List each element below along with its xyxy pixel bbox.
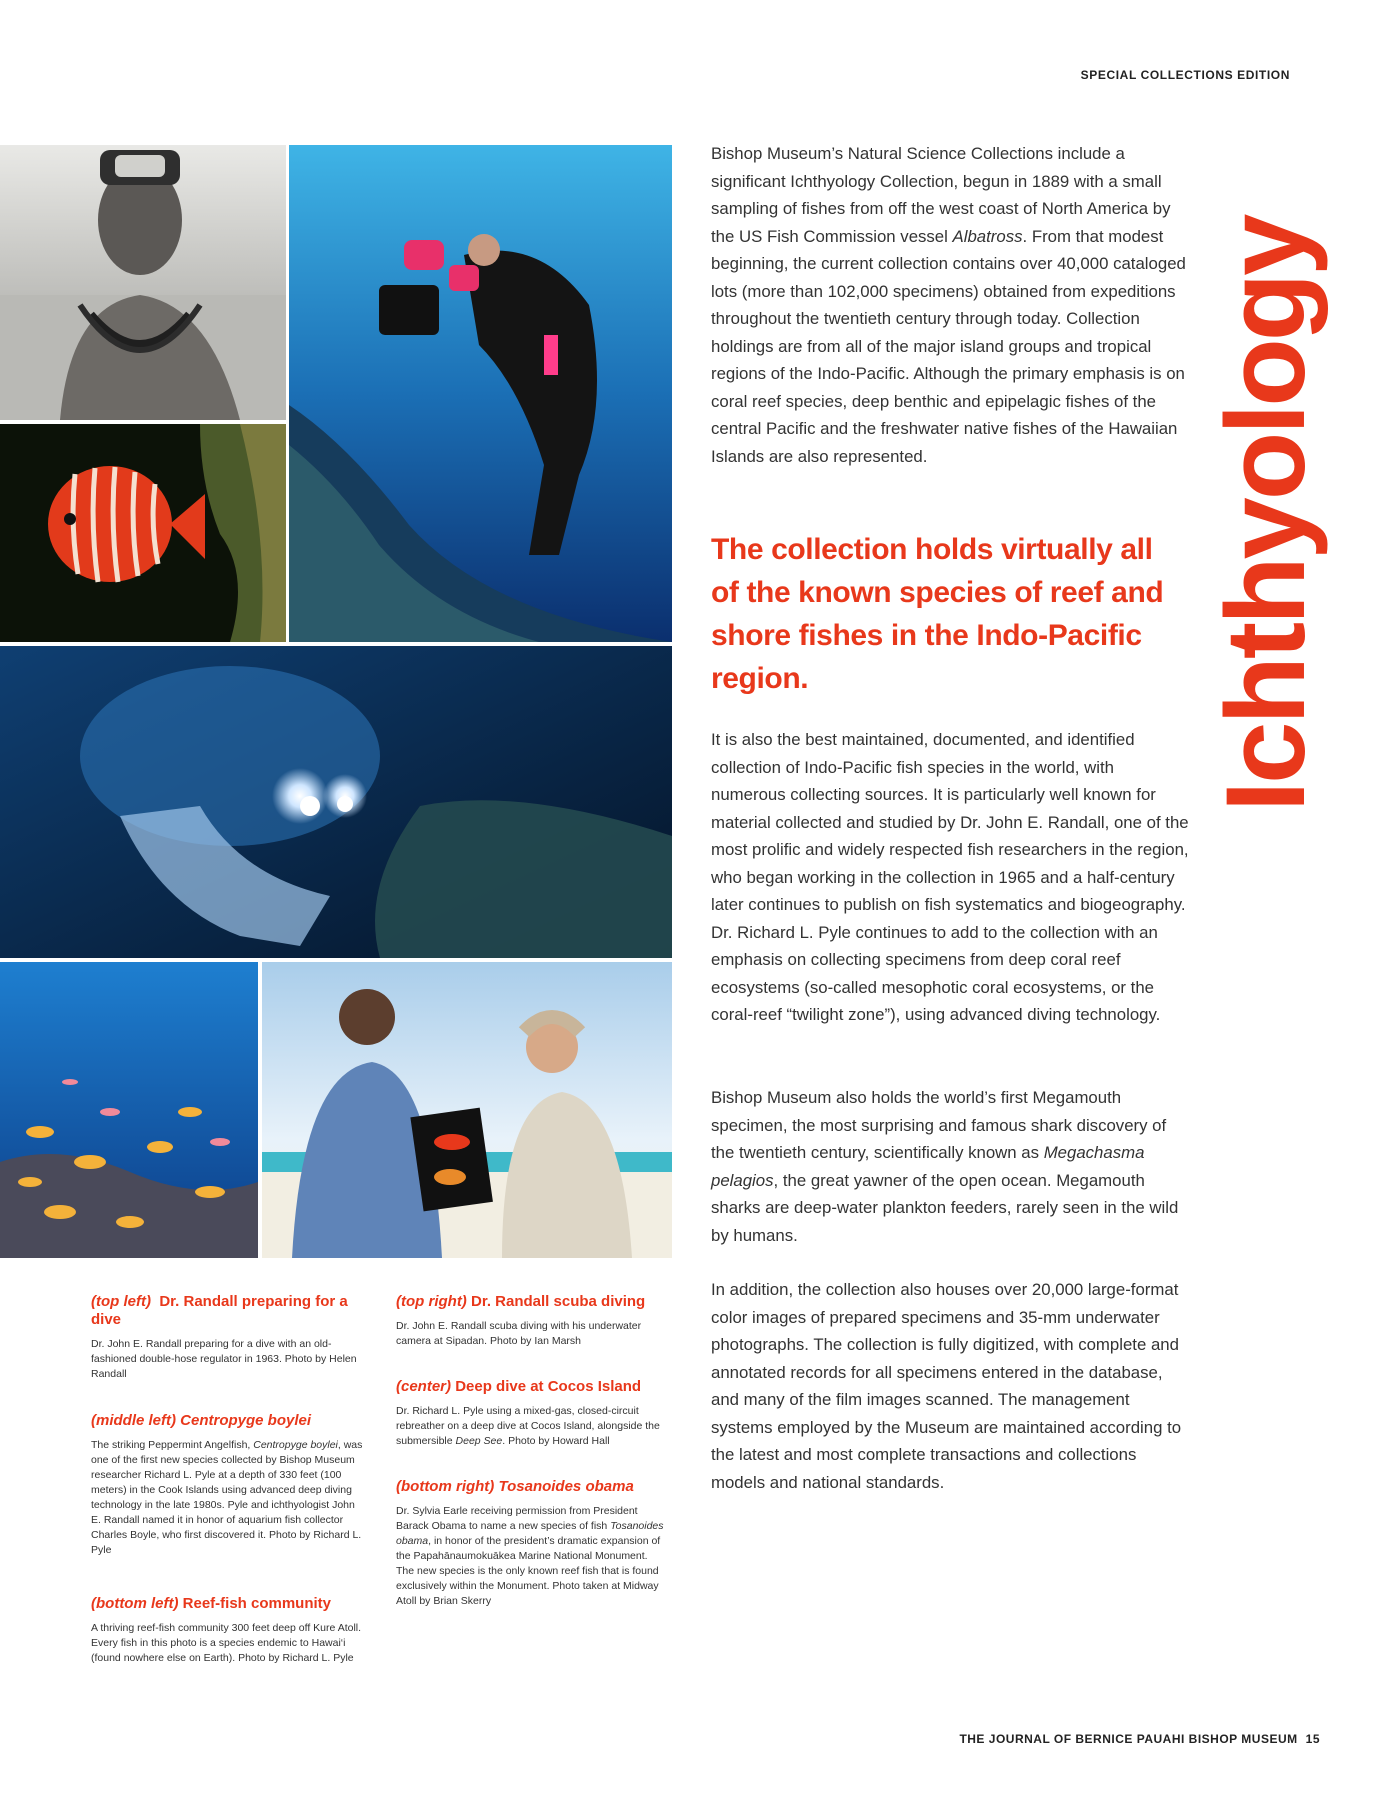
intro-paragraph: Bishop Museum’s Natural Science Collections include a significant Ichthyology Collection, begun in 1889 with a small sampling of fishes from off the west coast of North America by the US Fish Commission vessel Albatross. From that modest beginning, the current collection contains over 40,000 cataloged lots (more than 102,000 specimens) obtained from expeditions throughout the twentieth century through today. Collection holdings are from all of the major island groups and tropical regions of the Indo-Pacific. Although the primary emphasis is on coral reef species, deep benthic and epipelagic fishes of the central Pacific and the freshwater native fishes of the Hawaiian Islands are also represented.	[711, 144, 1186, 466]
page-footer	[951, 1732, 1320, 1746]
caption-top-left: (top left) Dr. Randall preparing for a dive Dr. John E. Randall preparing for a dive with an old-fashioned double-hose regulator in 1963. Photo by Helen Randall	[91, 1293, 363, 1382]
page-number: 15	[1305, 1732, 1320, 1746]
photo-submersible	[0, 646, 672, 958]
body-paragraph-3: Bishop Museum also holds the world’s first Megamouth specimen, the most surprising and famous shark discovery of the twentieth century, scientifically known as Megachasma pelagios, the great yawner of the open ocean. Megamouth sharks are deep-water plankton feeders, rarely seen in the wild by humans.	[711, 1088, 1179, 1245]
edition-label: SPECIAL COLLECTIONS EDITION	[1080, 68, 1290, 82]
journal-name: THE JOURNAL OF BERNICE PAUAHI BISHOP MUSEUM	[959, 1732, 1298, 1746]
caption-text: The striking Peppermint Angelfish, Centropyge boylei, was one of the first new species collected by Bishop Museum researcher Richard L. Pyle at a depth of 330 feet (100 meters) in the Cook Islands using advanced deep diving technology in the late 1980s. Pyle and ichthyologist John E. Randall named it in honor of aquarium fish collector Charles Boyle, who first discovered it. Photo by Richard L. Pyle	[91, 1439, 363, 1556]
caption-heading: (center) Deep dive at Cocos Island	[396, 1378, 642, 1395]
photo-randall-preparing	[0, 145, 286, 420]
caption-heading: (bottom left) Reef-fish community	[91, 1595, 332, 1612]
caption-top-right: (top right) Dr. Randall scuba diving Dr. John E. Randall scuba diving with his underwater camera at Sipadan. Photo by Ian Marsh	[396, 1293, 668, 1349]
caption-middle-left	[91, 1412, 363, 1558]
photo-obama-earle	[262, 962, 672, 1258]
caption-bottom-left: (bottom left) Reef-fish community A thriving reef-fish community 300 feet deep off Kure Atoll. Every fish in this photo is a species endemic to Hawai‘i (found nowhere else on Earth). Photo by Richard L. Pyle	[91, 1595, 362, 1664]
photo-randall-scuba	[289, 145, 672, 642]
caption-text: Dr. Sylvia Earle receiving permission from President Barack Obama to name a new species of fish Tosanoides obama, in honor of the president’s dramatic expansion of the Papahānaumokuākea Marine National Monument. The new species is the only known reef fish that is found exclusively within the Monument. Photo taken at Midway Atoll by Brian Skerry	[396, 1505, 664, 1607]
photo-angelfish	[0, 424, 286, 642]
body-paragraph-2: It is also the best maintained, documented, and identified collection of Indo-Pacific fish species in the world, with numerous collecting sources. It is particularly well known for material collected and studied by Dr. John E. Randall, one of the most prolific and widely respected fish researchers in the region, who began working in the collection in 1965 and a half-century later continues to publish on fish systematics and biogeography. Dr. Richard L. Pyle continues to add to the collection with an emphasis on collecting specimens from deep coral reef ecosystems (so-called mesophotic coral ecosystems, or the coral-reef “twilight zone”), using advanced diving technology.	[711, 730, 1189, 1024]
caption-heading: (top right) Dr. Randall scuba diving	[396, 1293, 646, 1310]
caption-center	[396, 1378, 668, 1449]
pull-quote: The collection holds virtually all of the known species of reef and shore fishes in the Indo-Pacific region.	[711, 533, 1164, 695]
section-title: Ichthyology	[1203, 216, 1328, 812]
caption-text: Dr. Richard L. Pyle using a mixed-gas, closed-circuit rebreather on a deep dive at Cocos Island, alongside the submersible Deep See. Photo by Howard Hall	[396, 1405, 660, 1447]
photo-reef-fish	[0, 962, 258, 1258]
caption-heading: (bottom right) Tosanoides obama	[396, 1478, 634, 1495]
caption-heading: (top left) Dr. Randall preparing for a dive	[91, 1293, 348, 1328]
body-paragraph-4: In addition, the collection also houses over 20,000 large-format color images of prepared specimens and 35-mm underwater photographs. The collection is fully digitized, with complete and annotated records for all specimens entered in the database, and many of the film images scanned. The management systems employed by the Museum are maintained according to the latest and most complete transactions and collections models and national standards.	[711, 1280, 1182, 1492]
caption-heading: (middle left) Centropyge boylei	[91, 1412, 312, 1429]
caption-bottom-right	[396, 1478, 668, 1609]
